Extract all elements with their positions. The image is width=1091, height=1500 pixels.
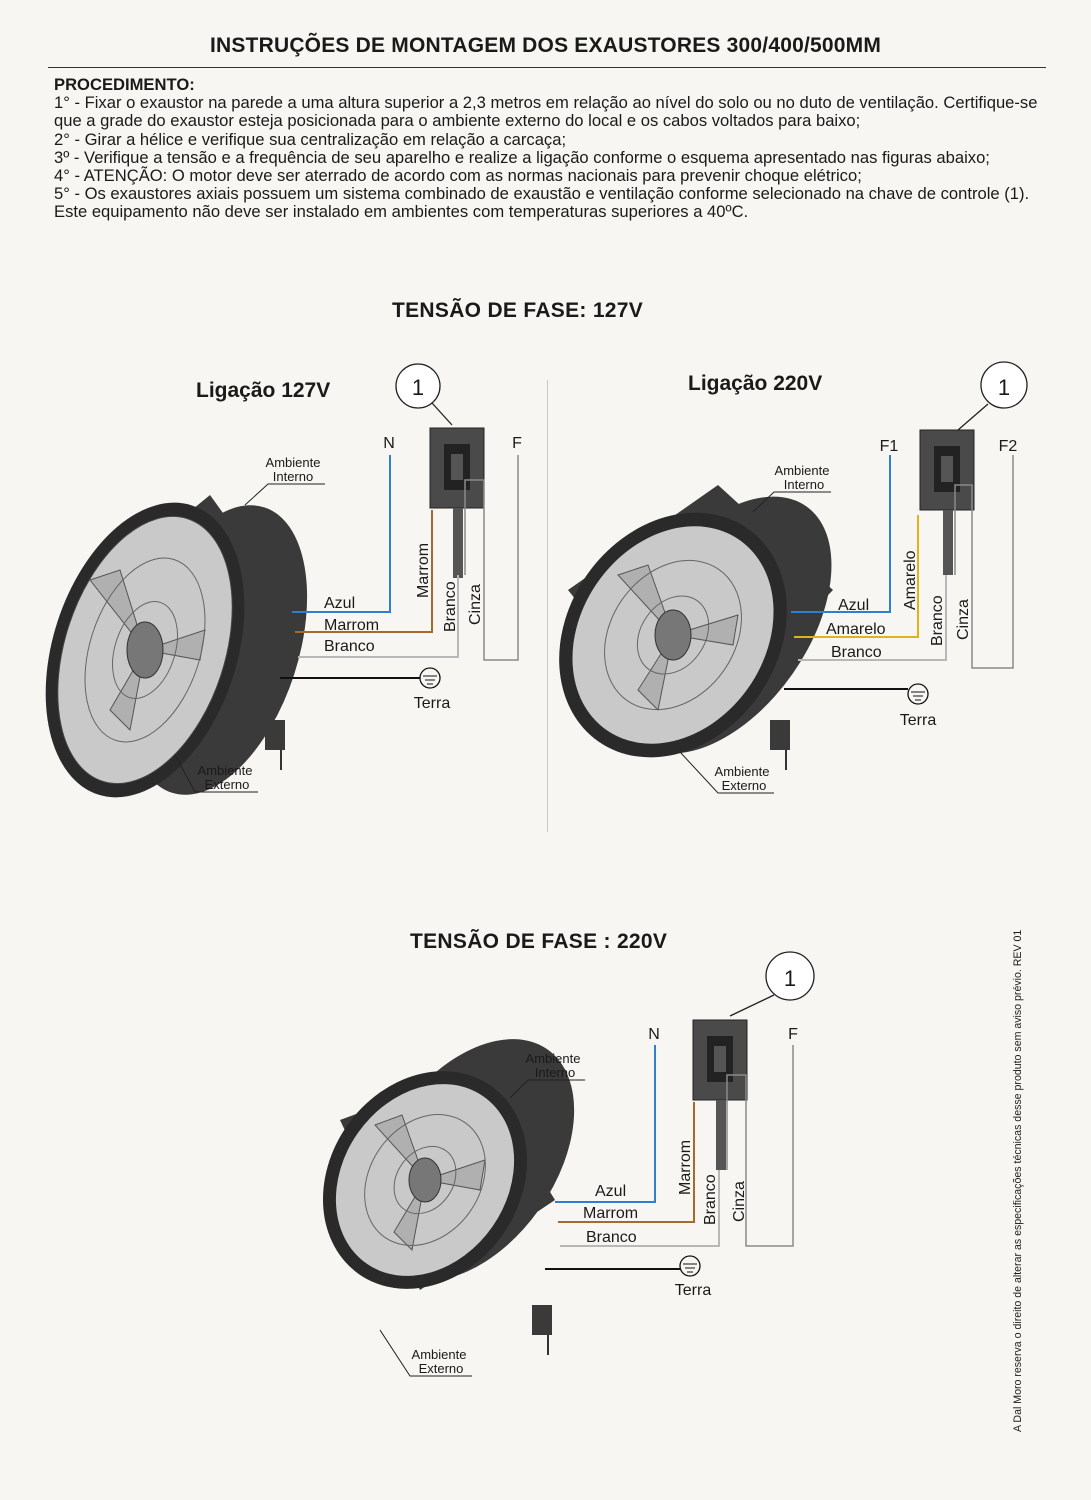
wire-label-h2: Marrom — [324, 617, 380, 634]
inner-label-line1: Ambiente — [265, 455, 321, 470]
inner-label-line2: Interno — [534, 1065, 576, 1080]
wire-label-h3: Branco — [586, 1229, 637, 1246]
callout-1 — [730, 952, 814, 1016]
control-switch-box — [920, 430, 974, 575]
procedure-step-1: 1° - Fixar o exaustor na parede a uma altura superior a 2,3 metros em relação ao nível do solo ou no duto de ventilação. Certifique-se que a grade do exaustor esteja posicionada para o ambiente externo do local e os cabos voltados para baixo; — [54, 93, 1038, 131]
wire-label-h1: Azul — [838, 597, 870, 614]
wire-label-h2: Marrom — [583, 1205, 639, 1222]
ground-label: Terra — [674, 1282, 712, 1299]
wire-label-v3: Cinza — [731, 1181, 748, 1222]
side-disclaimer: A Dal Moro reserva o direito de alterar as especificações técnicas desse produto sem aviso prévio. REV 01 — [1012, 929, 1024, 1432]
title-rule — [48, 67, 1046, 68]
fan-illustration — [281, 1001, 617, 1329]
wire-label-v1: Amarelo — [902, 550, 919, 610]
procedure-step-5: 5° - Os exaustores axiais possuem um sistema combinado de exaustão e ventilação conforme selecionado na chave de controle (1). — [54, 184, 1030, 204]
procedure-block — [54, 76, 1039, 222]
fan-illustration — [11, 477, 341, 823]
wire-label-h3: Branco — [831, 644, 882, 661]
inner-label-line2: Interno — [783, 477, 825, 492]
diagram-title: Ligação 220V — [688, 372, 823, 395]
section-title-220v: TENSÃO DE FASE : 220V — [410, 930, 668, 953]
terminal-left: N — [383, 435, 395, 452]
document-title: INSTRUÇÕES DE MONTAGEM DOS EXAUSTORES 300/400/500MM — [209, 34, 882, 57]
terminal-left: F1 — [879, 438, 899, 455]
wire-label-v2: Branco — [929, 595, 946, 646]
procedure-step-2: 2° - Girar a hélice e verifique sua centralização em relação a carcaça; — [54, 129, 567, 149]
diagram-title: Ligação 127V — [196, 379, 331, 402]
diagram-127v — [0, 360, 545, 810]
mounting-bracket — [532, 1305, 552, 1355]
inner-label-line2: Interno — [272, 469, 314, 484]
wire-white — [298, 575, 458, 657]
svg-text:1: 1 — [411, 375, 425, 400]
procedure-step-4: 4° - ATENÇÃO: O motor deve ser aterrado de acordo com as normas nacionais para prevenir choque elétrico; — [54, 166, 862, 186]
fan-illustration — [512, 457, 875, 801]
outer-label-line1: Ambiente — [197, 763, 253, 778]
wire-label-v3: Cinza — [955, 599, 972, 640]
diagram-phase-220v — [300, 950, 840, 1390]
inner-label-line1: Ambiente — [774, 463, 830, 478]
wire-label-v1: Marrom — [415, 542, 432, 598]
control-switch-box — [430, 428, 484, 578]
outer-label-line2: Externo — [721, 778, 767, 793]
control-switch-box — [693, 1020, 747, 1170]
wire-label-h1: Azul — [595, 1183, 627, 1200]
wire-label-v1: Marrom — [677, 1139, 694, 1195]
wire-label-h3: Branco — [324, 638, 375, 655]
outer-label-line2: Externo — [418, 1361, 464, 1376]
callout-1 — [958, 362, 1027, 430]
svg-text:1: 1 — [783, 966, 797, 991]
wire-label-h1: Azul — [324, 595, 356, 612]
ground-symbol-icon — [908, 684, 928, 704]
inner-label-line1: Ambiente — [525, 1051, 581, 1066]
callout-1 — [396, 364, 452, 425]
terminal-left: N — [648, 1026, 660, 1043]
ground-label: Terra — [413, 695, 451, 712]
ground-symbol-icon — [680, 1256, 700, 1276]
ground-label: Terra — [899, 712, 937, 729]
procedure-warning: Este equipamento não deve ser instalado em ambientes com temperaturas superiores a 40ºC. — [54, 202, 749, 222]
mounting-bracket — [770, 720, 790, 770]
terminal-right: F — [788, 1026, 798, 1043]
wire-brown — [558, 1102, 694, 1222]
terminal-right: F2 — [998, 438, 1018, 455]
wire-brown — [295, 510, 432, 632]
outer-label-line1: Ambiente — [411, 1347, 467, 1362]
terminal-right: F — [512, 435, 522, 452]
wire-label-v2: Branco — [702, 1174, 719, 1225]
wire-label-v2: Branco — [442, 581, 459, 632]
wire-label-v3: Cinza — [467, 584, 484, 625]
procedure-heading: PROCEDIMENTO: — [54, 75, 195, 94]
outer-label-line2: Externo — [204, 777, 250, 792]
procedure-step-3: 3º - Verifique a tensão e a frequência de seu aparelho e realize a ligação conforme o esquema apresentado nas figuras abaixo; — [54, 147, 990, 167]
ground-symbol-icon — [420, 668, 440, 688]
outer-label-line1: Ambiente — [714, 764, 770, 779]
diagram-220v — [548, 360, 1088, 810]
mounting-bracket — [265, 720, 285, 770]
section-title-127v: TENSÃO DE FASE: 127V — [392, 299, 644, 322]
svg-text:1: 1 — [997, 375, 1011, 400]
wire-label-h2: Amarelo — [826, 621, 886, 638]
